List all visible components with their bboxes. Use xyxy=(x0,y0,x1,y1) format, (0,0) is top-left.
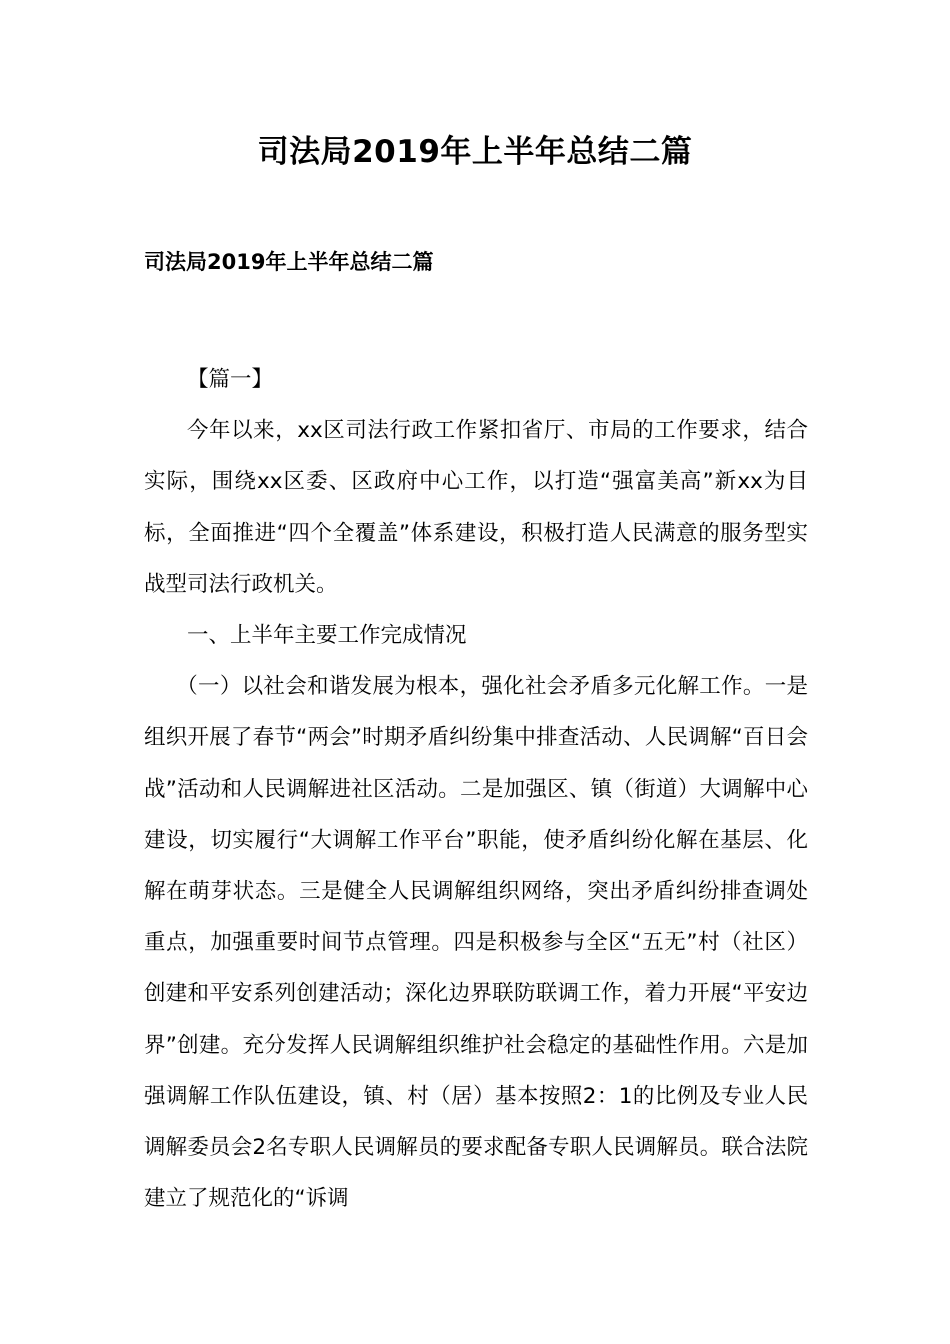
document-subtitle: 司法局2019年上半年总结二篇 xyxy=(144,250,434,274)
document-body xyxy=(144,354,808,1224)
document-title: 司法局2019年上半年总结二篇 xyxy=(257,134,693,170)
intro-paragraph: 今年以来，xx区司法行政工作紧扣省厅、市局的工作要求，结合实际，围绕xx区委、区政府中心工作，以打造“强富美高”新xx为目标，全面推进“四个全覆盖”体系建设，积极打造人民满意的服务型实战型司法行政机关。 xyxy=(144,418,808,597)
section-heading-main-work: 一、上半年主要工作完成情况 xyxy=(187,623,467,649)
body-paragraph: （一）以社会和谐发展为根本，强化社会矛盾多元化解工作。一是组织开展了春节“两会”时期矛盾纠纷集中排查活动、人民调解“百日会战”活动和人民调解进社区活动。二是加强区、镇（街道）大调解中心建设，切实履行“大调解工作平台”职能，使矛盾纠纷化解在基层、化解在萌芽状态。三是健全人民调解组织网络，突出矛盾纠纷排查调处重点，加强重要时间节点管理。四是积极参与全区“五无”村（社区）创建和平安系列创建活动；深化边界联防联调工作，着力开展“平安边界”创建。充分发挥人民调解组织维护社会稳定的基础性作用。六是加强调解工作队伍建设，镇、村（居）基本按照2：1的比例及专业人民调解委员会2名专职人民调解员的要求配备专职人民调解员。联合法院建立了规范化的“诉调 xyxy=(144,674,808,1212)
section-heading-part-one: 【篇一】 xyxy=(187,367,274,392)
